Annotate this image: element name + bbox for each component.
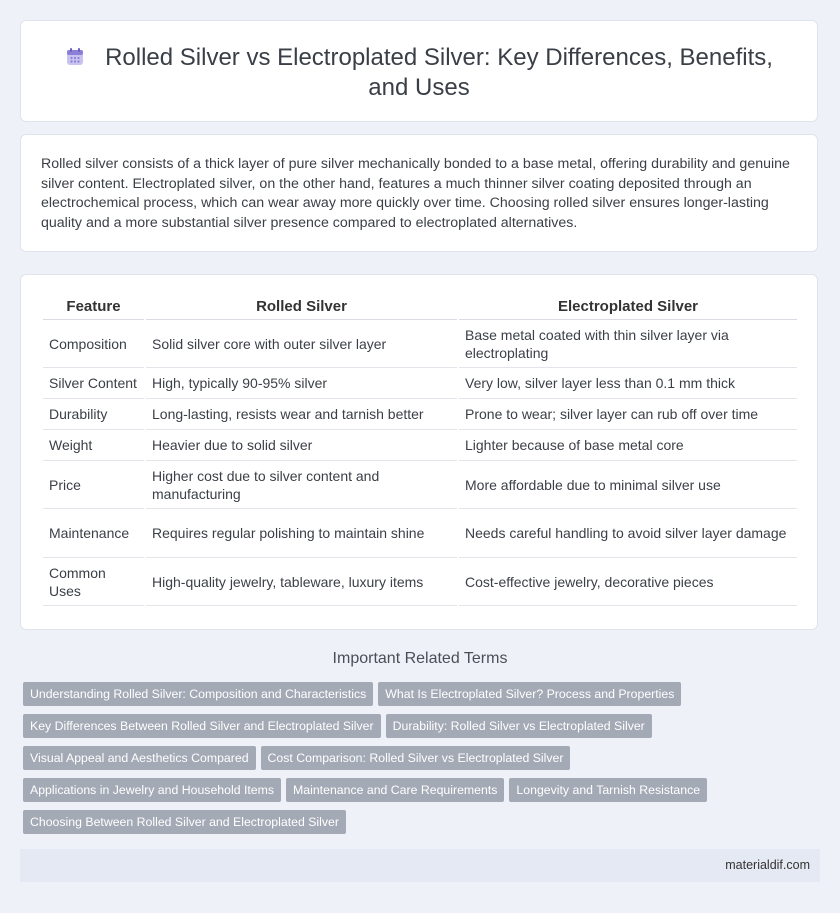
table-row xyxy=(43,509,797,558)
related-term-link[interactable]: Choosing Between Rolled Silver and Electroplated Silver xyxy=(23,810,346,834)
electroplated-silver-cell: More affordable due to minimal silver use xyxy=(459,461,797,509)
column-header-rolled-silver: Rolled Silver xyxy=(146,295,457,320)
electroplated-silver-cell: Base metal coated with thin silver layer via electroplating xyxy=(459,320,797,368)
row-label: Durability xyxy=(43,399,144,430)
related-term-link[interactable]: Longevity and Tarnish Resistance xyxy=(509,778,707,802)
rolled-silver-cell: Requires regular polishing to maintain shine xyxy=(146,509,457,558)
related-term-link[interactable]: Maintenance and Care Requirements xyxy=(286,778,504,802)
table-row xyxy=(43,399,797,430)
header-card xyxy=(20,20,818,122)
related-term-link[interactable]: Key Differences Between Rolled Silver and Electroplated Silver xyxy=(23,714,381,738)
table-row xyxy=(43,368,797,399)
related-term-link[interactable]: Cost Comparison: Rolled Silver vs Electroplated Silver xyxy=(261,746,571,770)
related-terms-list xyxy=(23,682,723,842)
comparison-card xyxy=(20,274,818,630)
calendar-icon xyxy=(65,47,85,67)
page-title: Rolled Silver vs Electroplated Silver: Key Differences, Benefits, and Uses xyxy=(105,44,773,101)
row-label: Weight xyxy=(43,430,144,461)
rolled-silver-cell: High, typically 90-95% silver xyxy=(146,368,457,399)
rolled-silver-cell: Heavier due to solid silver xyxy=(146,430,457,461)
table-row xyxy=(43,558,797,606)
row-label: Price xyxy=(43,461,144,509)
related-term-link[interactable]: Applications in Jewelry and Household Items xyxy=(23,778,281,802)
intro-card xyxy=(20,134,818,252)
electroplated-silver-cell: Cost-effective jewelry, decorative pieces xyxy=(459,558,797,606)
related-term-link[interactable]: Visual Appeal and Aesthetics Compared xyxy=(23,746,256,770)
electroplated-silver-cell: Lighter because of base metal core xyxy=(459,430,797,461)
electroplated-silver-cell: Needs careful handling to avoid silver layer damage xyxy=(459,509,797,558)
row-label: Common Uses xyxy=(43,558,144,606)
rolled-silver-cell: Higher cost due to silver content and manufacturing xyxy=(146,461,457,509)
table-row xyxy=(43,430,797,461)
related-term-link[interactable]: Understanding Rolled Silver: Composition and Characteristics xyxy=(23,682,373,706)
electroplated-silver-cell: Very low, silver layer less than 0.1 mm thick xyxy=(459,368,797,399)
footer xyxy=(20,849,820,882)
row-label: Silver Content xyxy=(43,368,144,399)
related-term-link[interactable]: Durability: Rolled Silver vs Electroplated Silver xyxy=(386,714,652,738)
table-row xyxy=(43,320,797,368)
row-label: Maintenance xyxy=(43,509,144,558)
rolled-silver-cell: Solid silver core with outer silver layer xyxy=(146,320,457,368)
column-header-feature: Feature xyxy=(43,295,144,320)
column-header-electroplated-silver: Electroplated Silver xyxy=(459,295,797,320)
rolled-silver-cell: High-quality jewelry, tableware, luxury items xyxy=(146,558,457,606)
related-term-link[interactable]: What Is Electroplated Silver? Process and Properties xyxy=(378,682,681,706)
row-label: Composition xyxy=(43,320,144,368)
rolled-silver-cell: Long-lasting, resists wear and tarnish better xyxy=(146,399,457,430)
table-header-row xyxy=(43,295,797,320)
related-terms-heading: Important Related Terms xyxy=(332,650,508,667)
intro-paragraph: Rolled silver consists of a thick layer of pure silver mechanically bonded to a base metal, offering durability and genuine silver content. Electroplated silver, on the other hand, features a much thinner silver coating deposited through an electrochemical process, which can wear away more quickly over time. Choosing rolled silver ensures longer-lasting quality and a more substantial silver presence compared to electroplated alternatives. xyxy=(41,156,790,231)
electroplated-silver-cell: Prone to wear; silver layer can rub off over time xyxy=(459,399,797,430)
site-name[interactable]: materialdif.com xyxy=(725,858,810,872)
table-row xyxy=(43,461,797,509)
title-wrap xyxy=(21,43,817,103)
comparison-table xyxy=(41,295,799,606)
